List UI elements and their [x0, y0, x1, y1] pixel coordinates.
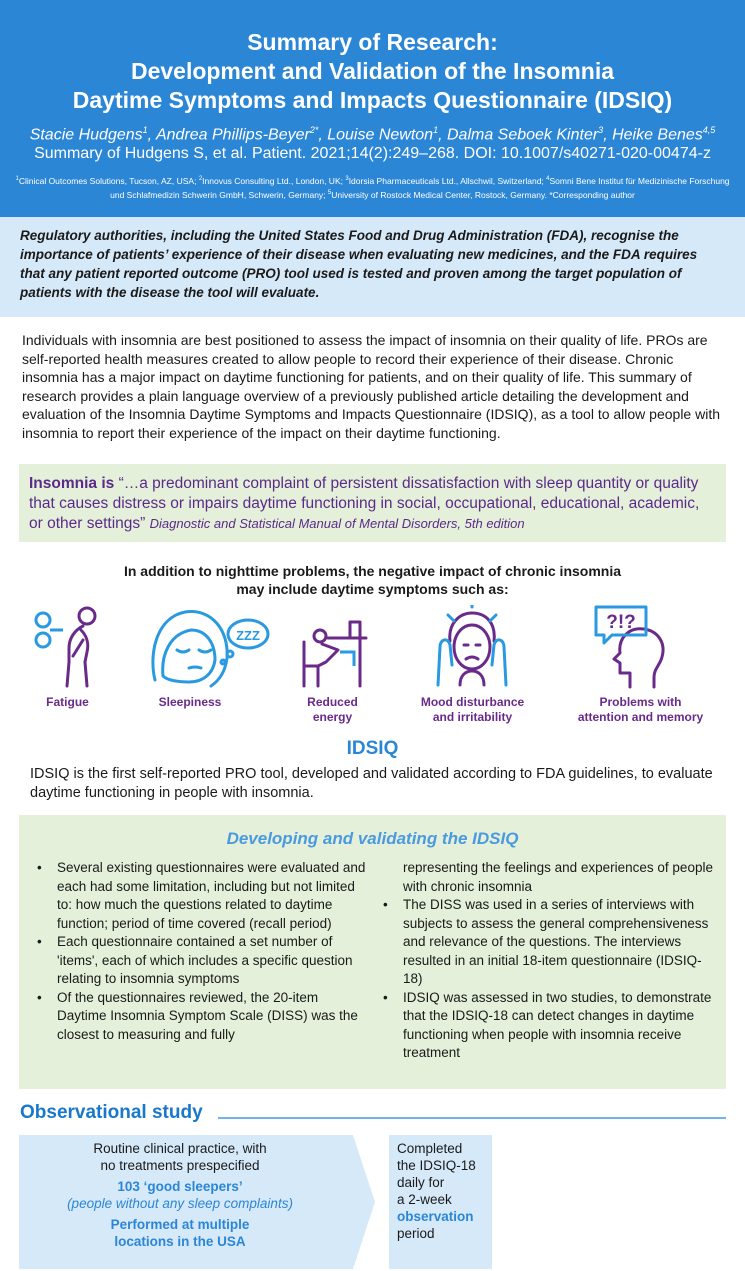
- definition-source: Diagnostic and Statistical Manual of Mental Disorders, 5th edition: [149, 516, 525, 531]
- good-sleepers-count: 103 ‘good sleepers’: [117, 1179, 243, 1194]
- title-line-2: Development and Validation of the Insomnia: [130, 58, 615, 84]
- bullet-icon: •: [383, 897, 388, 912]
- bullet-text: Of the questionnaires reviewed, the 20-item Daytime Insomnia Symptom Scale (DISS) was the closest to measuring and fully: [57, 989, 358, 1042]
- procedure-line: daily for: [397, 1175, 445, 1190]
- bullet-icon: •: [37, 934, 42, 949]
- affil-mark: 2: [198, 176, 203, 182]
- bullet-text: IDSIQ was assessed in two studies, to demonstrate that the IDSIQ-18 can detect changes in daytime functioning when people with insomnia receive treatment: [403, 989, 712, 1060]
- sleepiness-icon: [145, 600, 270, 690]
- affiliation: Somni Bene Institut für Medizinische Forschung und Schlafmedizin Schwerin GmbH, Schwerin, Germany;: [110, 175, 730, 200]
- author-affil-mark: 1: [142, 125, 148, 135]
- bullet-text: Each questionnaire contained a set number of 'items', each of which includes a specific question relating to insomnia symptoms: [57, 934, 353, 986]
- label-line: Problems with: [599, 695, 682, 709]
- affiliations: [10, 173, 735, 201]
- design-line: no treatments prespecified: [100, 1158, 260, 1173]
- symptoms-heading-line-1: In addition to nighttime problems, the negative impact of chronic insomnia: [123, 563, 622, 579]
- authors: Stacie Hudgens$^1$, Andrea Phillips-Beyer$^{2*}$, Louise Newton$^1$, Dalma Seboek Kinter$^3$, Heike Benes$^{4,5}$: [29, 125, 716, 144]
- left-column: [27, 859, 367, 1044]
- developing-title: Developing and validating the IDSIQ: [226, 829, 519, 848]
- symptoms-heading-line-2: may include daytime symptoms such as:: [236, 581, 509, 597]
- symptoms-heading: [0, 562, 745, 598]
- affil-mark: 1: [15, 176, 19, 182]
- study-procedure-text: [397, 1140, 492, 1242]
- zzz-icon: ZZZ: [236, 628, 260, 643]
- symptom-label-mood: [410, 695, 535, 725]
- right-column: [383, 859, 713, 1063]
- reduced-energy-icon: [298, 612, 373, 690]
- symptom-label-fatigue: Fatigue: [46, 695, 89, 709]
- label-line: attention and memory: [577, 710, 704, 724]
- title-line-3: Daytime Symptoms and Impacts Questionnaire (IDSIQ): [72, 87, 673, 113]
- idsiq-title: IDSIQ: [346, 738, 399, 759]
- list-item: [27, 989, 367, 1045]
- affil-mark: 5: [327, 189, 332, 196]
- attention-memory-icon: [590, 603, 675, 690]
- study-design-text: [19, 1140, 341, 1250]
- author-name: Andrea Phillips-Beyer: [155, 126, 310, 144]
- author-name: Louise Newton: [327, 126, 434, 144]
- procedure-highlight: observation: [397, 1209, 474, 1224]
- definition-lead: Insomnia is: [29, 475, 115, 492]
- author-name: Heike Benes: [612, 126, 703, 144]
- procedure-line: Completed: [397, 1141, 463, 1156]
- locations-line: locations in the USA: [114, 1234, 246, 1249]
- insomnia-definition: [19, 464, 726, 542]
- author-affil-mark: 3: [598, 125, 604, 135]
- bullet-icon: •: [37, 860, 42, 875]
- procedure-line: a 2-week: [397, 1192, 452, 1207]
- affiliation: Clinical Outcomes Solutions, Tucson, AZ, USA;: [18, 175, 199, 186]
- observational-study-title: Observational study: [20, 1102, 203, 1123]
- title-divider: [218, 1117, 726, 1119]
- developing-validating-box: [19, 815, 726, 1089]
- question-exclaim-icon: ?!?: [606, 612, 636, 633]
- bullet-icon: •: [383, 989, 388, 1005]
- affiliation: University of Rostock Medical Center, Rostock, Germany. *Corresponding author: [331, 189, 635, 200]
- regulatory-statement: Regulatory authorities, including the United States Food and Drug Administration (FDA), recognise the importance of patients’ experience of their disease when evaluating new medicines, and the FDA requires that any patient reported outcome (PRO) tool used is tested and proven among the target population of patients with the disease the tool will evaluate.: [0, 217, 745, 317]
- page-title: [10, 28, 735, 115]
- symptom-label-attention-memory: [568, 695, 713, 725]
- design-line: Routine clinical practice, with: [93, 1141, 267, 1156]
- author-affil-mark: 1: [433, 125, 439, 135]
- affil-mark: 3: [345, 176, 349, 182]
- list-item: [383, 896, 713, 989]
- author-affil-mark: 4,5: [702, 125, 716, 135]
- mood-icon: [430, 605, 515, 690]
- symptom-label-reduced-energy: [290, 695, 375, 725]
- label-line: and irritability: [432, 710, 513, 724]
- list-item: [27, 859, 367, 933]
- symptom-label-sleepiness: Sleepiness: [158, 695, 222, 709]
- procedure-line: the IDSIQ-18: [397, 1158, 476, 1173]
- good-sleepers-note: (people without any sleep complaints): [67, 1196, 293, 1211]
- fatigue-icon: [25, 600, 115, 690]
- procedure-line: period: [397, 1226, 435, 1241]
- author-affil-mark: 2*: [309, 125, 319, 135]
- idsiq-description: IDSIQ is the first self-reported PRO tool, developed and validated according to FDA guidelines, to evaluate daytime functioning in people with insomnia.: [30, 766, 713, 801]
- locations-line: Performed at multiple: [110, 1217, 250, 1232]
- title-line-1: Summary of Research:: [247, 29, 498, 55]
- bullet-continuation: representing the feelings and experiences of people with chronic insomnia: [403, 860, 713, 894]
- author-name: Dalma Seboek Kinter: [446, 126, 599, 144]
- intro-paragraph: Individuals with insomnia are best positioned to assess the impact of insomnia on their quality of life. PROs are self-reported health measures created to allow people to record their experience of their disease. Chronic insomnia has a major impact on daytime functioning for patients, and on their quality of life. This summary of research provides a plain language overview of a previously published article detailing the development and evaluation of the Insomnia Daytime Symptoms and Impacts Questionnaire (IDSIQ), as a tool to allow people with insomnia to report their experience of the impact on their daytime functioning.: [22, 332, 721, 441]
- author-name: Stacie Hudgens: [29, 126, 143, 144]
- bullet-text: The DISS was used in a series of interviews with subjects to assess the general comprehensiveness and relevance of the questions. The interviews resulted in an initial 18-item questionnaire (IDSIQ-18): [403, 897, 709, 986]
- affiliation: Idorsia Pharmaceuticals Ltd., Allschwil, Switzerland;: [348, 175, 547, 186]
- list-item: [27, 933, 367, 989]
- list-item: [383, 989, 713, 1063]
- affil-mark: 4: [546, 176, 550, 182]
- label-line: Reduced: [307, 695, 358, 709]
- label-line: Mood disturbance: [420, 695, 525, 709]
- definition-quote: “…a predominant complaint of persistent dissatisfaction with sleep quantity or quality that causes distress or impairs daytime functioning in social, occupational, educational, academic, or other settings”: [29, 475, 700, 532]
- header-banner: [0, 0, 745, 217]
- bullet-text: Several existing questionnaires were evaluated and each had some limitation, including but not limited to: how much the questions related to daytime function; period of time covered (recall period): [57, 860, 366, 931]
- citation: Summary of Hudgens S, et al. Patient. 2021;14(2):249–268. DOI: 10.1007/s40271-020-00474-z: [34, 145, 711, 162]
- label-line: energy: [312, 710, 353, 724]
- bullet-icon: •: [37, 989, 42, 1005]
- affiliation: Innovus Consulting Ltd., London, UK;: [202, 175, 346, 186]
